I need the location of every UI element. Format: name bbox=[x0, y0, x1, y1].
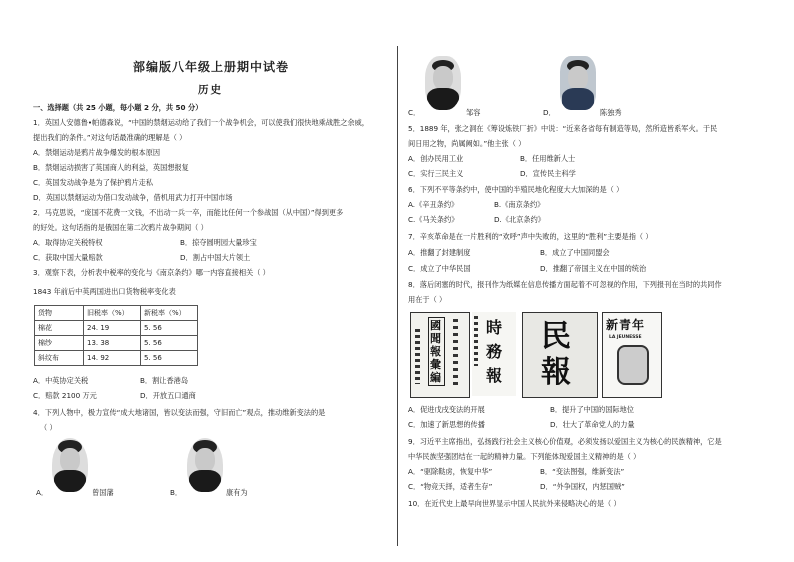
table-cell: 13. 38 bbox=[84, 336, 141, 351]
q7-option-d: D．推翻了帝国主义在中国的统治 bbox=[540, 264, 647, 273]
table-header-cell: 货物 bbox=[35, 306, 84, 321]
portrait-kang-youwei bbox=[187, 438, 223, 492]
vertical-text-strip bbox=[474, 316, 478, 366]
suit-shape bbox=[562, 88, 594, 110]
section-heading: 一、选择题（共 25 小题，每小题 2 分，共 50 分） bbox=[33, 103, 203, 112]
newspaper-title: 新青年 bbox=[606, 318, 646, 332]
q4-line2: （ ） bbox=[40, 423, 57, 432]
q1-option-c: C．英国发动战争是为了保护鸦片走私 bbox=[33, 178, 154, 187]
table-cell: 5. 56 bbox=[141, 336, 198, 351]
q4-choice-c-letter: C． bbox=[408, 108, 421, 117]
vertical-text-strip bbox=[453, 319, 458, 389]
q9-option-d: D．“外争国权，内惩国贼” bbox=[540, 482, 625, 491]
newspaper-guowen-bao bbox=[410, 312, 470, 398]
face-shape bbox=[433, 66, 453, 90]
q8-option-a: A．促进戊戌变法的开展 bbox=[408, 405, 485, 414]
q6-option-d: D.《北京条约》 bbox=[494, 215, 545, 224]
q1-line1: 1．英国人安德鲁•帕德森说，“中国的禁烟运动给了我们一个战争机会，可以使我们很快地乘战胜之余威， bbox=[33, 118, 369, 127]
column-divider bbox=[397, 46, 398, 546]
q9-option-c: C．“物竞天择，适者生存” bbox=[408, 482, 493, 491]
q8-line2: 用在于（ ） bbox=[408, 295, 447, 304]
table-caption: 1843 年前后中英两国进出口货物税率变化表 bbox=[33, 287, 176, 296]
table-header-cell: 旧税率（%） bbox=[84, 306, 141, 321]
cover-emblem bbox=[617, 345, 649, 385]
q3-option-b: B．割让香港岛 bbox=[140, 376, 189, 385]
newspaper-subtitle: LA JEUNESSE bbox=[609, 335, 642, 340]
q8-option-d: D．壮大了革命党人的力量 bbox=[550, 420, 635, 429]
newspaper-title: 國聞報彙編 bbox=[428, 317, 445, 386]
q7-line1: 7．辛亥革命是在一片胜利的“欢呼”声中失败的，这里的“胜利”主要是指（ ） bbox=[408, 232, 653, 241]
table-cell: 斜纹布 bbox=[35, 351, 84, 366]
newspaper-title: 民報 bbox=[541, 319, 571, 390]
q3-option-a: A．中英协定关税 bbox=[33, 376, 89, 385]
q9-option-b: B．“变法图强，维新变法” bbox=[540, 467, 625, 476]
q6-option-c: C.《马关条约》 bbox=[408, 215, 459, 224]
q5-option-d: D．宣传民主科学 bbox=[520, 169, 576, 178]
q8-option-b: B．提升了中国的国际地位 bbox=[550, 405, 634, 414]
table-cell: 棉花 bbox=[35, 321, 84, 336]
table-cell: 24. 19 bbox=[84, 321, 141, 336]
suit-shape bbox=[427, 88, 459, 110]
q4-choice-a-letter: A． bbox=[36, 488, 49, 497]
q10-line1: 10．在近代史上最早向世界显示中国人民抗外来侵略决心的是（ ） bbox=[408, 499, 621, 508]
page-title: 部编版八年级上册期中试卷 bbox=[133, 60, 290, 74]
q4-choice-d-name: 陈独秀 bbox=[600, 108, 622, 117]
q5-line2: 间日用之物，尚属阙如。”他主张（ ） bbox=[408, 139, 526, 148]
robe-shape bbox=[189, 470, 221, 492]
newspaper-xin-qingnian bbox=[602, 312, 662, 398]
q9-option-a: A．“驱除鞑虏，恢复中华” bbox=[408, 467, 493, 476]
q2-option-b: B．掠夺圆明园大量珍宝 bbox=[180, 238, 257, 247]
q4-choice-a-name: 曾国藩 bbox=[92, 488, 114, 497]
q9-line2: 中华民族坚强团结在一起的精神力量。下列能体现爱国主义精神的是（ ） bbox=[408, 452, 641, 461]
portrait-chen-duxiu bbox=[560, 56, 596, 110]
table-cell: 5. 56 bbox=[141, 351, 198, 366]
q1-option-b: B．禁烟运动损害了英国商人的利益，英国想报复 bbox=[33, 163, 189, 172]
table-row bbox=[35, 321, 198, 336]
q3-option-d: D．开放五口通商 bbox=[140, 391, 196, 400]
q4-choice-b-letter: B． bbox=[170, 488, 183, 497]
q7-option-c: C．成立了中华民国 bbox=[408, 264, 471, 273]
q4-line1: 4．下列人物中，极力宣传“成大地诸国，皆以变法而强，守旧而亡”观点，推动维新变法的是 bbox=[33, 408, 326, 417]
q2-option-c: C．获取中国大量赔款 bbox=[33, 253, 103, 262]
table-header-row bbox=[35, 306, 198, 321]
q3-option-c: C．赔款 2100 万元 bbox=[33, 391, 97, 400]
q8-line1: 8．落后闭塞的时代，报刊作为纸媒在信息传播方面起着不可忽视的作用，下列报刊在当时的共同作 bbox=[408, 280, 722, 289]
newspaper-shiwu-bao bbox=[472, 312, 516, 396]
q7-option-a: A．推翻了封建制度 bbox=[408, 248, 471, 257]
portrait-zeng-guofan bbox=[52, 438, 88, 492]
table-cell: 棉纱 bbox=[35, 336, 84, 351]
q6-option-b: B.《南京条约》 bbox=[494, 200, 545, 209]
q1-option-a: A．禁烟运动是鸦片战争爆发的根本原因 bbox=[33, 148, 161, 157]
tax-rate-table bbox=[34, 305, 198, 366]
table-header-cell: 新税率（%） bbox=[141, 306, 198, 321]
robe-shape bbox=[54, 470, 86, 492]
q2-line1: 2．马克思说，“庞国不花费一文钱，不出动一兵一卒，而能比任何一个参战国（从中国）”得到更多 bbox=[33, 208, 344, 217]
newspaper-title: 時務報 bbox=[486, 318, 503, 385]
q2-line2: 的好处。这句话指的是俄国在第二次鸦片战争期间（ ） bbox=[33, 223, 208, 232]
q4-choice-d-letter: D． bbox=[543, 108, 556, 117]
q4-choice-b-name: 康有为 bbox=[226, 488, 248, 497]
subject-title: 历史 bbox=[198, 84, 223, 96]
q6-line1: 6．下列不平等条约中，使中国的半殖民地化程度大大加深的是（ ） bbox=[408, 185, 624, 194]
newspaper-min-bao bbox=[522, 312, 598, 398]
q5-option-a: A．创办民用工业 bbox=[408, 154, 464, 163]
face-shape bbox=[60, 448, 80, 472]
q5-line1: 5．1889 年，张之洞在《筹设炼铁厂折》中说：“近来各省每有制造等局，然所造皆系军火。于民 bbox=[408, 124, 718, 133]
q3-line1: 3．观察下表，分析表中税率的变化与《南京条约》哪一内容直接相关（ ） bbox=[33, 268, 270, 277]
q5-option-c: C．实行三民主义 bbox=[408, 169, 464, 178]
q2-option-d: D．割占中国大片领土 bbox=[180, 253, 251, 262]
vertical-text-strip bbox=[415, 329, 420, 384]
face-shape bbox=[568, 66, 588, 90]
q8-option-c: C．加速了新思想的传播 bbox=[408, 420, 485, 429]
q1-line2: 提出我们的条件。”对这句话最准确的理解是（ ） bbox=[33, 133, 187, 142]
table-row bbox=[35, 351, 198, 366]
table-cell: 5. 56 bbox=[141, 321, 198, 336]
table-cell: 14. 92 bbox=[84, 351, 141, 366]
q7-option-b: B．成立了中国同盟会 bbox=[540, 248, 610, 257]
q2-option-a: A．取得协定关税特权 bbox=[33, 238, 103, 247]
q6-option-a: A.《辛丑条约》 bbox=[408, 200, 459, 209]
q5-option-b: B．任用维新人士 bbox=[520, 154, 576, 163]
q4-choice-c-name: 邹容 bbox=[466, 108, 481, 117]
table-row bbox=[35, 336, 198, 351]
q9-line1: 9．习近平主席指出，弘扬践行社会主义核心价值观，必须发扬以爱国主义为核心的民族精神，它是 bbox=[408, 437, 722, 446]
portrait-zou-rong bbox=[425, 56, 461, 110]
face-shape bbox=[195, 448, 215, 472]
q1-option-d: D．英国以禁烟运动为借口发动战争，借机用武力打开中国市场 bbox=[33, 193, 233, 202]
